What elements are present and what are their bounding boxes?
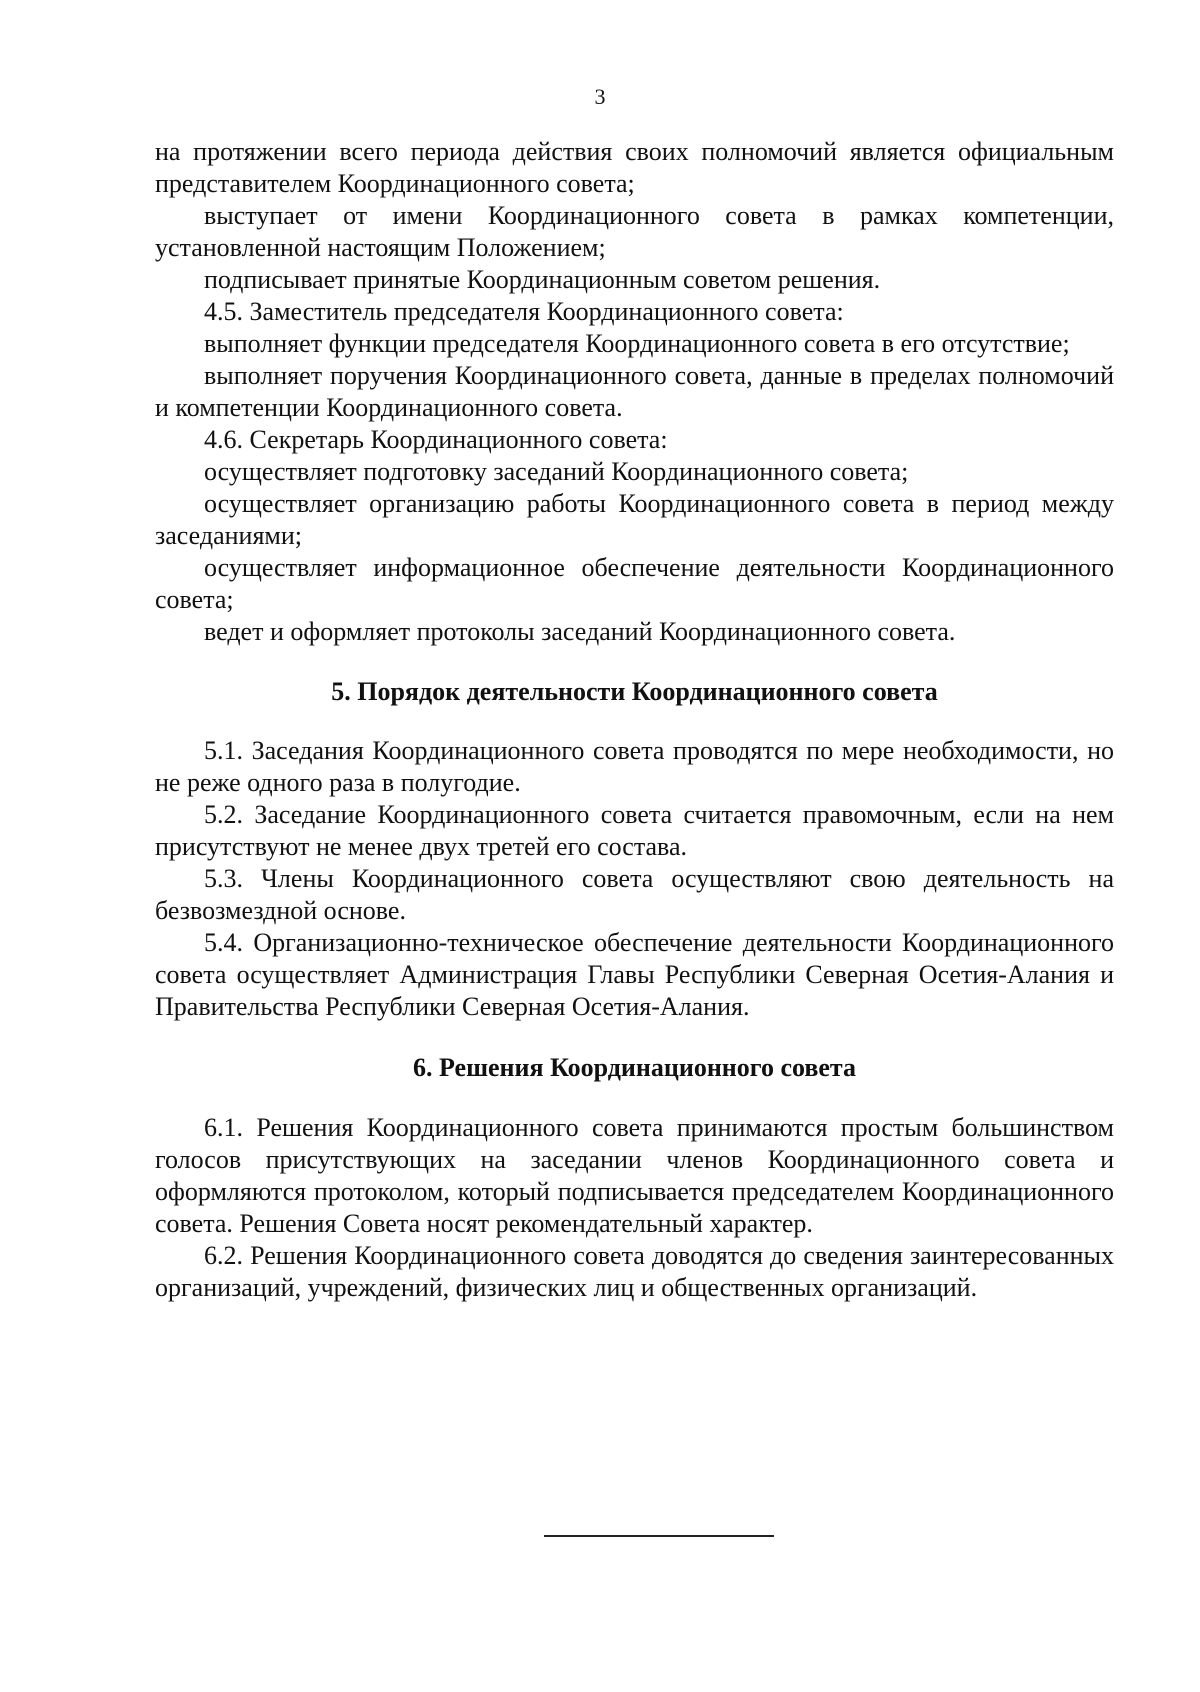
paragraph: осуществляет подготовку заседаний Координационного совета; xyxy=(204,457,909,486)
paragraph: 5.3. Члены Координационного совета осуществляют свою деятельность на безвозмездной основе. xyxy=(155,864,1114,925)
section-5-heading: 5. Порядок деятельности Координационного совета xyxy=(331,677,938,706)
paragraph: 6.2. Решения Координационного совета доводятся до сведения заинтересованных организаций, учреждений, физических лиц и общественных организаций. xyxy=(155,1241,1114,1302)
section-6-heading: 6. Решения Координационного совета xyxy=(412,1053,857,1082)
paragraph: ведет и оформляет протоколы заседаний Координационного совета. xyxy=(204,617,956,646)
paragraph: 4.6. Секретарь Координационного совета: xyxy=(204,425,668,454)
paragraph: 5.4. Организационно-техническое обеспечение деятельности Координационного совета осуществляет Администрация Главы Республики Северная Осетия-Алания и Правительства Республики Северная Осетия-Алания. xyxy=(155,928,1114,1021)
paragraph: на протяжении всего периода действия своих полномочий является официальным представителем Координационного совета; xyxy=(155,137,1114,198)
paragraph: выполняет функции председателя Координационного совета в его отсутствие; xyxy=(204,329,1070,358)
paragraph: подписывает принятые Координационным советом решения. xyxy=(204,265,881,294)
paragraph: 6.1. Решения Координационного совета принимаются простым большинством голосов присутствующих на заседании членов Координационного совета и оформляются протоколом, который подписывается председателем Координационного совета. Решения Совета носят рекомендательный характер. xyxy=(155,1113,1114,1238)
paragraph: 4.5. Заместитель председателя Координационного совета: xyxy=(204,297,844,326)
paragraph: 5.1. Заседания Координационного совета проводятся по мере необходимости, но не реже одного раза в полугодие. xyxy=(155,736,1114,797)
end-rule xyxy=(544,1535,774,1537)
paragraph: выполняет поручения Координационного совета, данные в пределах полномочий и компетенции Координационного совета. xyxy=(155,361,1114,422)
paragraph: осуществляет организацию работы Координационного совета в период между заседаниями; xyxy=(155,489,1114,550)
page-number: 3 xyxy=(594,84,606,109)
paragraph: осуществляет информационное обеспечение деятельности Координационного совета; xyxy=(155,553,1114,614)
document-body xyxy=(155,136,1114,1304)
paragraph: выступает от имени Координационного совета в рамках компетенции, установленной настоящим Положением; xyxy=(155,201,1114,262)
paragraph: 5.2. Заседание Координационного совета считается правомочным, если на нем присутствуют не менее двух третей его состава. xyxy=(155,800,1114,861)
